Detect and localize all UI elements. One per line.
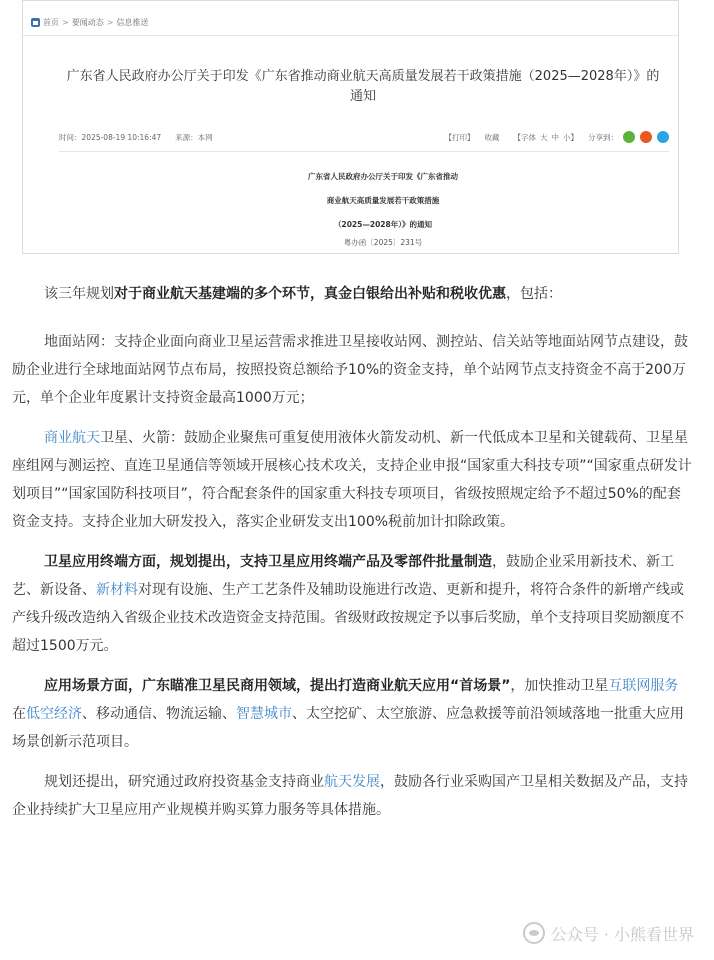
notice-meta [59, 130, 669, 144]
article-paragraph: 卫星应用终端方面，规划提出，支持卫星应用终端产品及零部件批量制造，鼓励企业采用新技术、新工艺、新设备、新材料对现有设施、生产工艺条件及辅助设施进行改造、更新和提升，将符合条件的新增产线或产线升级改造纳入省级企业技术改造资金支持范围。省级财政按规定予以事后奖励，单个支持项目奖励额度不超过1500万元。 [12, 554, 684, 654]
publish-time: 时间：2025-08-19 10:16:47 [59, 132, 162, 142]
home-icon [31, 18, 40, 27]
breadcrumb [31, 15, 148, 29]
keyword-link[interactable]: 互联网服务 [608, 678, 679, 694]
notice-subtitle-line: 商业航天高质量发展若干政策措施 [326, 196, 440, 205]
publish-source: 来源：本网 [175, 132, 213, 142]
share-label: 分享到： [588, 132, 618, 142]
print-button[interactable]: 【打印】 [444, 132, 475, 142]
font-size-large[interactable]: 大 [540, 132, 548, 142]
qq-share-icon[interactable] [657, 131, 669, 143]
keyword-link[interactable]: 航天发展 [324, 774, 380, 790]
article-paragraph: 该三年规划对于商业航天基建端的多个环节，真金白银给出补贴和税收优惠，包括： [44, 286, 562, 302]
article-paragraph: 规划还提出，研究通过政府投资基金支持商业航天发展，鼓励各行业采购国产卫星相关数据及产品，支持企业持续扩大卫星应用产业规模并购买算力服务等具体措施。 [12, 774, 688, 818]
keyword-link[interactable]: 商业航天 [44, 430, 100, 446]
keyword-link[interactable]: 新材料 [96, 582, 138, 598]
font-size-small[interactable]: 小】 [563, 132, 578, 142]
breadcrumb-home[interactable]: 首页 [43, 17, 59, 27]
article-paragraph: 商业航天卫星、火箭：鼓励企业聚焦可重复使用液体火箭发动机、新一代低成本卫星和关键载荷、卫星星座组网与测运控、直连卫星通信等领域开展核心技术攻关，支持企业申报“国家重大科技专项”“国家重点研发计划项目”“国家国防科技项目”，符合配套条件的国家重大科技专项项目，省级按照规定给予不超过50%的配套资金支持。支持企业加大研发投入，落实企业研发支出100%税前加计扣除政策。 [12, 430, 692, 530]
document-number: 粤办函〔2025〕231号 [343, 238, 423, 247]
wechat-share-icon[interactable] [623, 131, 635, 143]
wechat-official-account-icon [523, 922, 545, 944]
keyword-link[interactable]: 商业航天 [142, 286, 198, 302]
notice-title-line2: 通知 [349, 89, 376, 104]
breadcrumb-separator: > [62, 17, 69, 27]
font-size-label: 【字体 [513, 132, 536, 142]
keyword-link[interactable]: 低空经济 [26, 706, 82, 722]
divider [23, 35, 678, 36]
keyword-link[interactable]: 智慧城市 [236, 706, 292, 722]
article-body [12, 280, 692, 836]
breadcrumb-info[interactable]: 信息推送 [116, 17, 149, 27]
notice-subtitle [173, 165, 593, 237]
notice-subtitle-line: （2025—2028年）》的通知 [334, 220, 432, 229]
font-size-control [510, 132, 579, 143]
article-paragraph: 应用场景方面，广东瞄准卫星民商用领域，提出打造商业航天应用“首场景”，加快推动卫星互联网服务在低空经济、移动通信、物流运输、智慧城市、太空挖矿、太空旅游、应急救援等前沿领域落地一批重大应用场景创新示范项目。 [12, 678, 684, 750]
font-size-medium[interactable]: 中 [551, 132, 559, 142]
notice-title [63, 67, 663, 107]
notice-subtitle-line: 广东省人民政府办公厅关于印发《广东省推动 [308, 172, 458, 181]
watermark-text: 公众号 · 小熊看世界 [550, 924, 694, 944]
breadcrumb-separator: > [106, 17, 114, 27]
weibo-share-icon[interactable] [640, 131, 652, 143]
article-paragraph: 地面站网：支持企业面向商业卫星运营需求推进卫星接收站网、测控站、信关站等地面站网节点建设，鼓励企业进行全球地面站网节点布局，按照投资总额给予10%的资金支持，单个站网节点支持资金不高于200万元，单个企业年度累计支持资金最高1000万元； [12, 334, 688, 406]
notice-title-line1: 广东省人民政府办公厅关于印发《广东省推动商业航天高质量发展若干政策措施（2025—2028年）》的 [66, 69, 660, 84]
divider [59, 151, 669, 152]
embedded-notice-screenshot [22, 0, 679, 254]
watermark [523, 920, 694, 946]
breadcrumb-news[interactable]: 要闻动态 [71, 17, 104, 27]
favorite-button[interactable]: 收藏 [484, 132, 500, 142]
